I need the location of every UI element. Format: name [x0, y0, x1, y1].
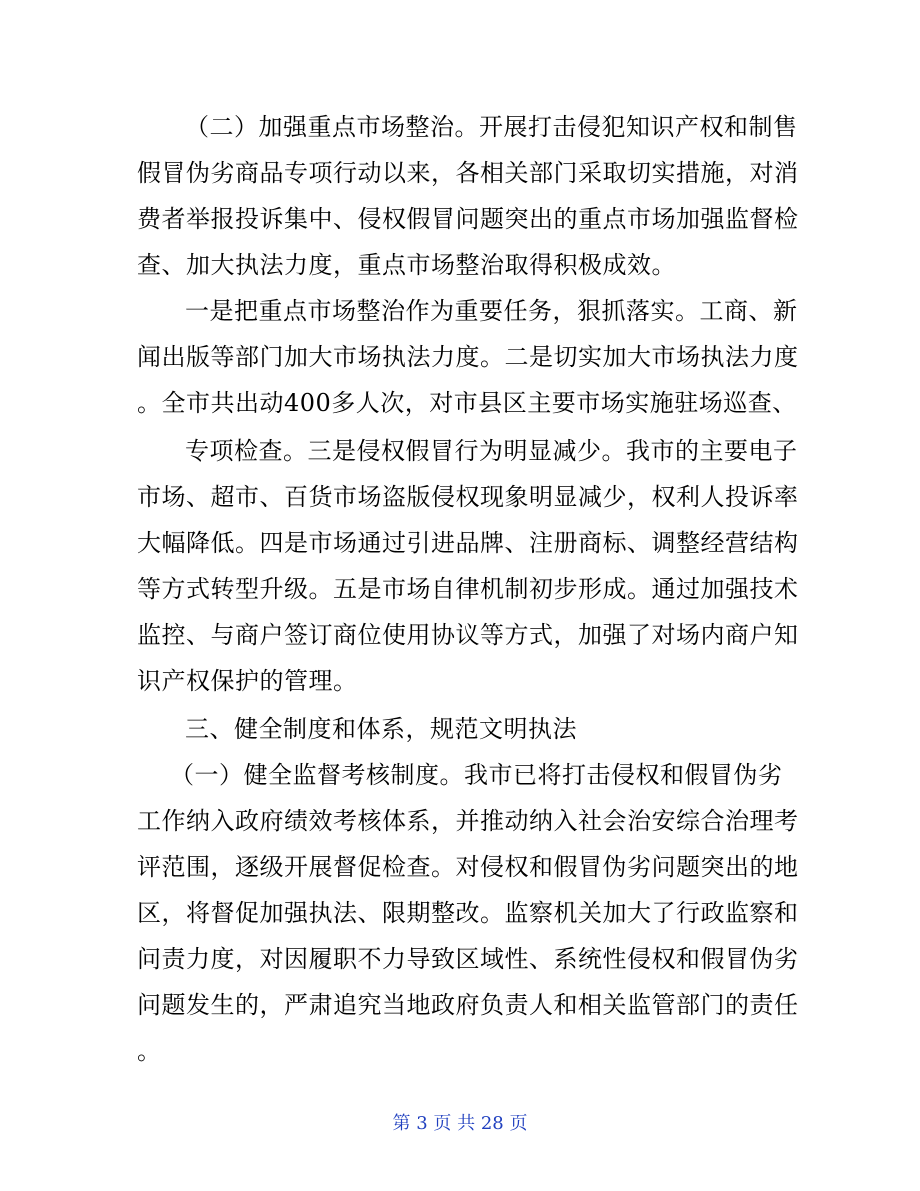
- paragraph-line: 查、加大执法力度，重点市场整治取得积极成效。: [137, 251, 676, 279]
- paragraph-line: 闻出版等部门加大市场执法力度。二是切实加大市场执法力度: [137, 343, 799, 371]
- paragraph-line: 问题发生的，严肃追究当地政府负责人和相关监管部门的责任: [137, 991, 799, 1019]
- paragraph-line: 问责力度，对因履职不力导致区域性、系统性侵权和假冒伪劣: [137, 945, 799, 973]
- paragraph-line: 。: [137, 1037, 162, 1065]
- paragraph-line: 大幅降低。四是市场通过引进品牌、注册商标、调整经营结构: [137, 529, 799, 557]
- paragraph-line: 市场、超市、百货市场盗版侵权现象明显减少，权利人投诉率: [137, 483, 799, 511]
- paragraph-line: 专项检查。三是侵权假冒行为明显减少。我市的主要电子: [185, 437, 798, 465]
- paragraph-line: 一是把重点市场整治作为重要任务，狠抓落实。工商、新: [185, 297, 798, 325]
- paragraph-line: 工作纳入政府绩效考核体系，并推动纳入社会治安综合治理考: [137, 807, 799, 835]
- page-number-footer: 第 3 页 共 28 页: [392, 1113, 528, 1134]
- paragraph-line: 假冒伪劣商品专项行动以来，各相关部门采取切实措施，对消: [137, 159, 799, 187]
- paragraph-line: 识产权保护的管理。: [137, 667, 358, 695]
- section-heading: 三、健全制度和体系，规范文明执法: [185, 715, 577, 743]
- paragraph-line: 。全市共出动400多人次，对市县区主要市场实施驻场巡查、: [137, 389, 797, 417]
- paragraph-line: 等方式转型升级。五是市场自律机制初步形成。通过加强技术: [137, 575, 799, 603]
- paragraph-line: （二）加强重点市场整治。开展打击侵犯知识产权和制售: [185, 113, 798, 141]
- paragraph-line: 评范围，逐级开展督促检查。对侵权和假冒伪劣问题突出的地: [137, 853, 799, 881]
- paragraph-line: 监控、与商户签订商位使用协议等方式，加强了对场内商户知: [137, 621, 799, 649]
- paragraph-line: （一）健全监督考核制度。我市已将打击侵权和假冒伪劣: [170, 761, 783, 789]
- paragraph-line: 区，将督促加强执法、限期整改。监察机关加大了行政监察和: [137, 899, 799, 927]
- paragraph-line: 费者举报投诉集中、侵权假冒问题突出的重点市场加强监督检: [137, 205, 799, 233]
